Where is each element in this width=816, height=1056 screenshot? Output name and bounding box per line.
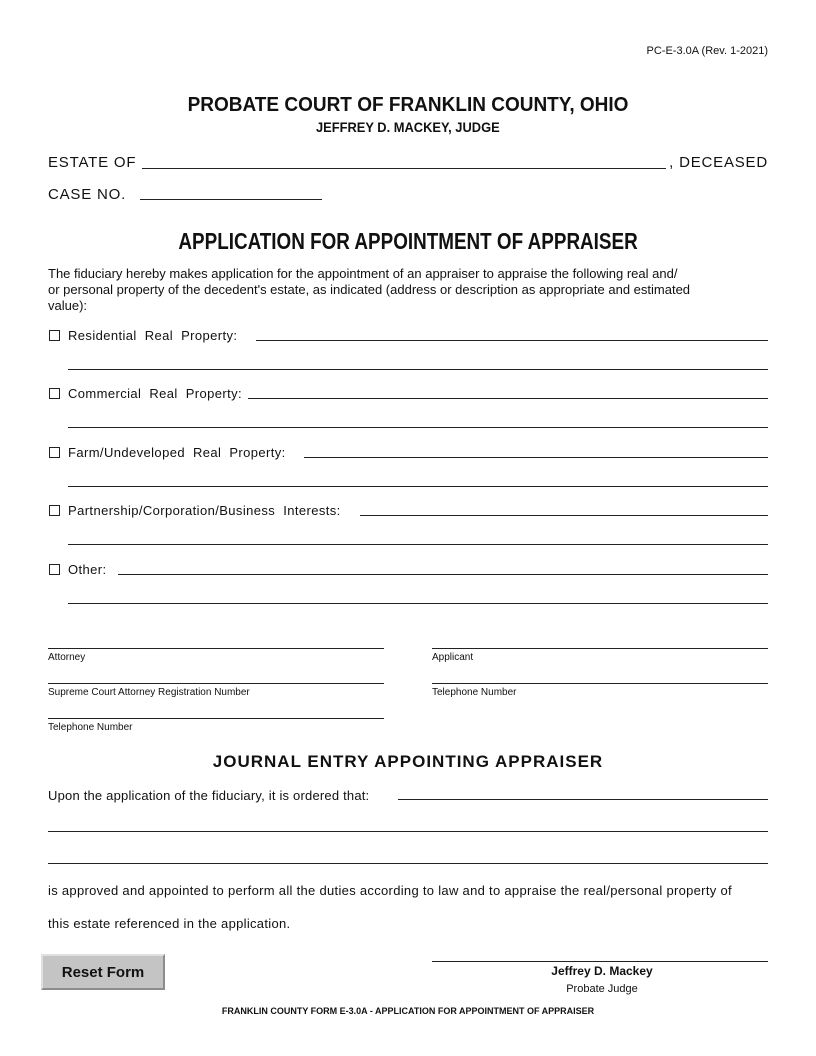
- attorney-signature-field[interactable]: [48, 648, 384, 649]
- journal-title: JOURNAL ENTRY APPOINTING APPRAISER: [212, 752, 604, 771]
- journal-text-line: is approved and appointed to perform all the duties according to law and to appraise the real/personal property of: [48, 883, 732, 898]
- residential-field-2[interactable]: [68, 369, 768, 370]
- intro-line: The fiduciary hereby makes application for the appointment of an appraiser to appraise the following real and/: [48, 266, 678, 281]
- intro-line: value):: [48, 298, 88, 313]
- judge-title: Probate Judge: [566, 983, 638, 995]
- business-label: Partnership/Corporation/Business Interests:: [68, 503, 341, 518]
- court-title: [0, 94, 816, 117]
- applicant-signature-field[interactable]: [432, 648, 768, 649]
- form-footer: FRANKLIN COUNTY FORM E-3.0A - APPLICATION FOR APPOINTMENT OF APPRAISER: [221, 1006, 595, 1016]
- case-no-field[interactable]: [140, 199, 322, 200]
- appraiser-name-field-2[interactable]: [48, 831, 768, 832]
- journal-text-line: this estate referenced in the application.: [48, 916, 291, 931]
- commercial-label: Commercial Real Property:: [68, 386, 243, 401]
- attorney-phone-field[interactable]: [48, 718, 384, 719]
- commercial-field-2[interactable]: [68, 427, 768, 428]
- form-code: PC-E-3.0A (Rev. 1-2021): [646, 45, 768, 57]
- residential-label: Residential Real Property:: [68, 328, 238, 343]
- judge-name: Jeffrey D. Mackey: [551, 964, 653, 978]
- attorney-phone-label: Telephone Number: [48, 722, 133, 733]
- residential-checkbox[interactable]: [49, 330, 60, 341]
- appraiser-name-field-3[interactable]: [48, 863, 768, 864]
- business-checkbox[interactable]: [49, 505, 60, 516]
- appraiser-name-field-1[interactable]: [398, 799, 768, 800]
- business-field-1[interactable]: [360, 515, 768, 516]
- farm-checkbox[interactable]: [49, 447, 60, 458]
- other-field-2[interactable]: [68, 603, 768, 604]
- application-title: [0, 228, 816, 255]
- applicant-phone-field[interactable]: [432, 683, 768, 684]
- commercial-field-1[interactable]: [248, 398, 768, 399]
- deceased-label: , DECEASED: [669, 154, 768, 171]
- registration-number-field[interactable]: [48, 683, 384, 684]
- judge-line-text: JEFFREY D. MACKEY, JUDGE: [316, 119, 500, 135]
- intro-line: or personal property of the decedent's estate, as indicated (address or description as appropriate and estimated: [48, 282, 691, 297]
- applicant-phone-label: Telephone Number: [432, 687, 517, 698]
- residential-field-1[interactable]: [256, 340, 768, 341]
- farm-label: Farm/Undeveloped Real Property:: [68, 445, 286, 460]
- case-no-label: CASE NO.: [48, 186, 127, 203]
- other-checkbox[interactable]: [49, 564, 60, 575]
- reset-form-button[interactable]: Reset Form: [41, 954, 165, 990]
- business-field-2[interactable]: [68, 544, 768, 545]
- farm-field-1[interactable]: [304, 457, 768, 458]
- registration-label: Supreme Court Attorney Registration Number: [48, 687, 250, 698]
- court-title-text: PROBATE COURT OF FRANKLIN COUNTY, OHIO: [187, 94, 629, 116]
- farm-field-2[interactable]: [68, 486, 768, 487]
- application-title-text: APPLICATION FOR APPOINTMENT OF APPRAISER: [178, 228, 638, 254]
- commercial-checkbox[interactable]: [49, 388, 60, 399]
- other-field-1[interactable]: [118, 574, 768, 575]
- estate-name-field[interactable]: [142, 168, 666, 169]
- other-label: Other:: [68, 562, 107, 577]
- intro-paragraph: [48, 266, 690, 314]
- applicant-label: Applicant: [432, 652, 474, 663]
- journal-intro: Upon the application of the fiduciary, it is ordered that:: [48, 788, 370, 803]
- judge-line: [0, 119, 816, 135]
- attorney-label: Attorney: [48, 652, 86, 663]
- estate-of-label: ESTATE OF: [48, 154, 137, 171]
- judge-signature-field[interactable]: [432, 961, 768, 962]
